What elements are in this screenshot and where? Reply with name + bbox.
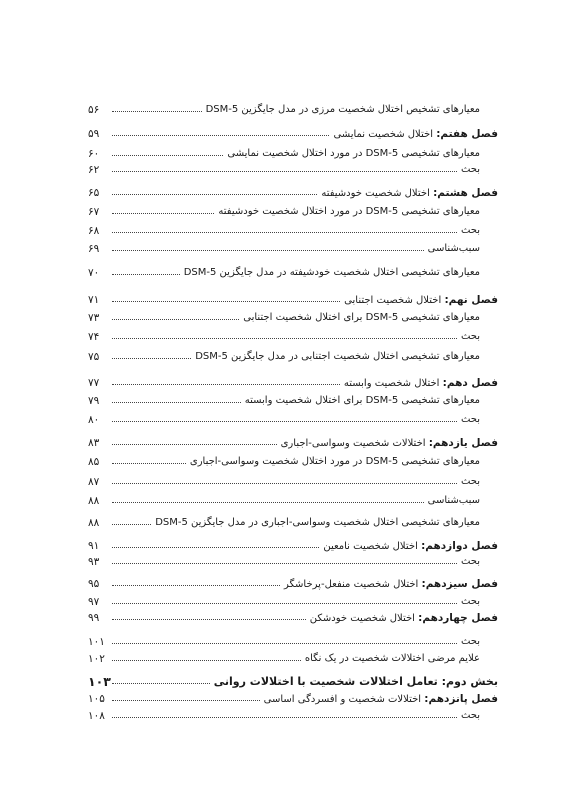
toc-page-number: ۸۳ — [88, 437, 100, 449]
toc-page-number: ۷۴ — [88, 331, 100, 343]
entry-title: معیارهای تشخیصی DSM-5 در مورد اختلال شخصیت وسواسی-اجباری — [189, 456, 480, 467]
toc-entry-text — [344, 293, 498, 308]
chapter-label: فصل یازدهم: — [428, 437, 498, 449]
toc-page-number: ۹۳ — [88, 556, 100, 568]
toc-section-entry[interactable] — [88, 516, 480, 530]
toc-entry-text — [243, 311, 480, 325]
toc-section-entry[interactable] — [88, 394, 480, 408]
toc-entry-text — [461, 413, 480, 427]
entry-title: بحث — [460, 596, 480, 607]
chapter-label: فصل هفتم: — [436, 128, 498, 140]
dot-leader — [112, 683, 210, 684]
dot-leader — [112, 547, 319, 548]
toc-chapter-entry[interactable] — [88, 127, 498, 141]
toc-section-entry[interactable] — [88, 147, 480, 161]
entry-title: اختلال شخصیت خودشکن — [309, 613, 415, 624]
toc-page-number: ۵۹ — [88, 128, 100, 140]
entry-title: اختلال شخصیت خودشیفته — [321, 188, 430, 199]
toc-section-entry[interactable] — [88, 224, 480, 238]
toc-section-entry[interactable] — [88, 205, 480, 219]
toc-entry-text — [461, 635, 480, 649]
chapter-label: فصل دهم: — [442, 377, 498, 389]
toc-chapter-entry[interactable] — [88, 376, 498, 390]
toc-entry-text — [321, 186, 498, 201]
toc-page-number: ۱۰۲ — [88, 653, 105, 665]
toc-page-number: ۸۸ — [88, 517, 100, 529]
entry-title: معیارهای تشخیصی DSM-5 در مورد اختلال شخصیت خودشیفته — [218, 206, 480, 217]
toc-section-entry[interactable] — [88, 163, 480, 177]
entry-title: معیارهای تشخیصی اختلال شخصیت خودشیفته در مدل جایگزین DSM-5 — [183, 267, 480, 278]
toc-section-entry[interactable] — [88, 103, 480, 117]
chapter-label: فصل نهم: — [444, 294, 498, 306]
toc-page-number: ۷۵ — [88, 351, 100, 363]
dot-leader — [112, 524, 151, 525]
toc-page-number: ۱۰۸ — [88, 710, 105, 722]
entry-title: معیارهای تشخیصی اختلال شخصیت اجتنابی در مدل جایگزین DSM-5 — [195, 351, 480, 362]
dot-leader — [112, 463, 186, 464]
toc-entry-text — [344, 376, 498, 391]
toc-page-number: ۶۲ — [88, 164, 100, 176]
entry-title: سبب‌شناسی — [427, 243, 480, 254]
entry-title: اختلال شخصیت وابسته — [343, 378, 440, 389]
toc-chapter-entry[interactable] — [88, 539, 498, 553]
entry-title: بحث — [460, 556, 480, 567]
toc-section-entry[interactable] — [88, 555, 480, 569]
toc-chapter-entry[interactable] — [88, 577, 498, 591]
dot-leader — [112, 402, 241, 403]
toc-page-number: ۸۷ — [88, 476, 100, 488]
toc-page-number: ۷۰ — [88, 267, 100, 279]
dot-leader — [112, 603, 457, 604]
chapter-label: فصل دوازدهم: — [421, 540, 498, 552]
dot-leader — [112, 111, 202, 112]
entry-title: بحث — [460, 476, 480, 487]
toc-section-entry[interactable] — [88, 595, 480, 609]
toc-entry-text — [305, 652, 480, 666]
entry-title: اختلالات شخصیت وسواسی-اجباری — [280, 438, 426, 449]
entry-title: معیارهای تشخیص اختلال شخصیت مرزی در مدل جایگزین DSM-5 — [205, 104, 480, 115]
toc-page-number: ۹۷ — [88, 596, 100, 608]
toc-section-entry[interactable] — [88, 652, 480, 666]
toc-chapter-entry[interactable] — [88, 293, 498, 307]
dot-leader — [112, 502, 424, 503]
toc-page-number: ۱۰۵ — [88, 693, 105, 705]
entry-title: بحث — [460, 331, 480, 342]
dot-leader — [112, 338, 457, 339]
chapter-label: فصل سیزدهم: — [421, 578, 498, 590]
chapter-label: فصل چهاردهم: — [418, 612, 498, 624]
toc-entry-text — [428, 494, 480, 508]
toc-part-entry[interactable] — [88, 675, 498, 689]
toc-page-number: ۸۸ — [88, 495, 100, 507]
toc-section-entry[interactable] — [88, 311, 480, 325]
toc-entry-text — [218, 205, 480, 219]
dot-leader — [112, 483, 457, 484]
toc-chapter-entry[interactable] — [88, 611, 498, 625]
entry-title: معیارهای تشخیصی DSM-5 برای اختلال شخصیت اجتنابی — [243, 312, 480, 323]
toc-entry-text — [461, 555, 480, 569]
toc-entry-text — [184, 266, 480, 280]
entry-title: معیارهای تشخیصی DSM-5 برای اختلال شخصیت وابسته — [244, 395, 480, 406]
dot-leader — [112, 250, 424, 251]
entry-title: اختلال شخصیت نامعین — [323, 541, 418, 552]
toc-section-entry[interactable] — [88, 635, 480, 649]
toc-page-number: ۶۸ — [88, 225, 100, 237]
dot-leader — [112, 301, 340, 302]
toc-entry-text — [284, 577, 498, 592]
toc-page-number: ۷۱ — [88, 294, 100, 306]
entry-title: بحث — [460, 710, 480, 721]
entry-title: معیارهای تشخیصی اختلال شخصیت وسواسی-اجباری در مدل جایگزین DSM-5 — [155, 517, 480, 528]
toc-entry-text — [461, 330, 480, 344]
entry-title: بخش دوم: تعامل اختلالات شخصیت با اختلالات روانی — [213, 675, 498, 688]
toc-chapter-entry[interactable] — [88, 186, 498, 200]
entry-title: بحث — [460, 164, 480, 175]
dot-leader — [112, 319, 239, 320]
toc-entry-text — [214, 675, 498, 689]
dot-leader — [112, 643, 457, 644]
toc-page-number: ۶۹ — [88, 243, 100, 255]
toc-page-number: ۸۵ — [88, 456, 100, 468]
toc-page-number: ۵۶ — [88, 104, 100, 116]
toc-page-number: ۶۵ — [88, 187, 100, 199]
toc-entry-text — [461, 595, 480, 609]
toc-section-entry[interactable] — [88, 413, 480, 427]
entry-title: علایم مرضی اختلالات شخصیت در یک نگاه — [304, 653, 480, 664]
dot-leader — [112, 563, 457, 564]
toc-entry-text — [264, 692, 498, 707]
toc-section-entry[interactable] — [88, 242, 480, 256]
chapter-label: فصل پانزدهم: — [424, 693, 498, 705]
dot-leader — [112, 358, 191, 359]
toc-section-entry[interactable] — [88, 330, 480, 344]
entry-title: بحث — [460, 414, 480, 425]
dot-leader — [112, 274, 180, 275]
dot-leader — [112, 213, 214, 214]
dot-leader — [112, 421, 457, 422]
dot-leader — [112, 384, 340, 385]
dot-leader — [112, 717, 457, 718]
entry-title: بحث — [460, 636, 480, 647]
toc-entry-text — [245, 394, 480, 408]
entry-title: معیارهای تشخیصی DSM-5 در مورد اختلال شخصیت نمایشی — [227, 148, 480, 159]
toc-page-number: ۷۳ — [88, 312, 100, 324]
dot-leader — [112, 232, 457, 233]
toc-entry-text — [206, 103, 480, 117]
toc-page-number: ۷۹ — [88, 395, 100, 407]
chapter-label: فصل هشتم: — [433, 187, 498, 199]
toc-page-number: ۹۹ — [88, 612, 100, 624]
toc-page-number: ۶۷ — [88, 206, 100, 218]
toc-page-number: ۹۵ — [88, 578, 100, 590]
toc-chapter-entry[interactable] — [88, 436, 498, 450]
dot-leader — [112, 135, 329, 136]
toc-section-entry[interactable] — [88, 494, 480, 508]
toc-entry-text — [281, 436, 498, 451]
entry-title: اختلال شخصیت نمایشی — [333, 129, 433, 140]
toc-entry-text — [310, 611, 498, 626]
toc-section-entry[interactable] — [88, 455, 480, 469]
toc-entry-text — [323, 539, 498, 554]
toc-section-entry[interactable] — [88, 709, 480, 723]
entry-title: اختلال شخصیت منفعل-پرخاشگر — [284, 579, 419, 590]
toc-entry-text — [461, 475, 480, 489]
toc-section-entry[interactable] — [88, 266, 480, 280]
toc-page-number: ۱۰۳ — [88, 674, 111, 689]
dot-leader — [112, 171, 457, 172]
toc-entry-text — [461, 224, 480, 238]
toc-entry-text — [461, 709, 480, 723]
entry-title: بحث — [460, 225, 480, 236]
dot-leader — [112, 700, 260, 701]
entry-title: اختلال شخصیت اجتنابی — [344, 295, 442, 306]
dot-leader — [112, 444, 277, 445]
entry-title: اختلالات شخصیت و افسردگی اساسی — [263, 694, 422, 705]
toc-entry-text — [227, 147, 480, 161]
dot-leader — [112, 155, 223, 156]
toc-page-number: ۸۰ — [88, 414, 100, 426]
dot-leader — [112, 619, 306, 620]
dot-leader — [112, 660, 301, 661]
toc-page-number: ۹۱ — [88, 540, 100, 552]
dot-leader — [112, 194, 317, 195]
toc-page-number: ۶۰ — [88, 148, 100, 160]
toc-section-entry[interactable] — [88, 350, 480, 364]
toc-section-entry[interactable] — [88, 475, 480, 489]
toc-entry-text — [155, 516, 480, 530]
toc-entry-text — [195, 350, 480, 364]
toc-entry-text — [333, 127, 498, 142]
toc-page-number: ۱۰۱ — [88, 636, 105, 648]
toc-entry-text — [461, 163, 480, 177]
toc-entry-text — [190, 455, 480, 469]
toc-page-number: ۷۷ — [88, 377, 100, 389]
toc-chapter-entry[interactable] — [88, 692, 498, 706]
dot-leader — [112, 585, 280, 586]
toc-entry-text — [428, 242, 480, 256]
entry-title: سبب‌شناسی — [427, 495, 480, 506]
